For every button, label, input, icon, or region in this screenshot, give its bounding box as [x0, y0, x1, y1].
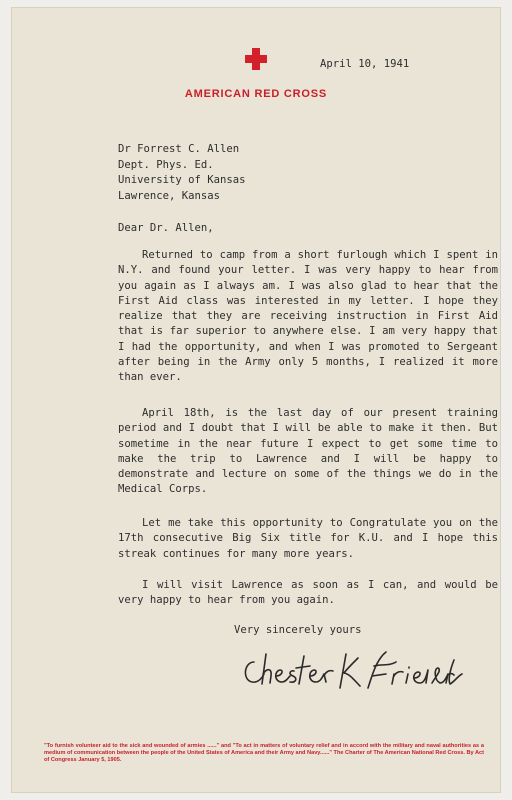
body-paragraph: Let me take this opportunity to Congratulate you on the 17th consecutive Big Six title for K.U. and I hope this streak continues for many more years.: [118, 517, 498, 560]
charter-footer: "To furnish volunteer aid to the sick and wounded of armies ......" and "To act in matters of voluntary relief and in accord with the military and naval authorities as a medium of communication between the people of the United States of America and their Army and Navy......" The Charter of The American National Red Cross. By Act of Congress January 5, 1905.: [44, 743, 484, 764]
red-cross-icon: [245, 48, 267, 70]
address-line: Dr Forrest C. Allen: [118, 143, 240, 155]
body-paragraph: I will visit Lawrence as soon as I can, and would be very happy to hear from you again.: [118, 579, 498, 607]
handwritten-signature: [236, 640, 466, 700]
letter-date: April 10, 1941: [320, 58, 410, 70]
organization-name: AMERICAN RED CROSS: [184, 88, 328, 100]
letter-sheet: [12, 8, 500, 792]
closing: Very sincerely yours: [234, 624, 362, 636]
body-paragraph: Returned to camp from a short furlough which I spent in N.Y. and found your letter. I was very happy to hear from you again as I always am. I was also glad to hear that the First Aid class was interested in my letter. I hope they realize that they are receiving instruction in First Aid that is far superior to anywhere else. I am very happy that I had the opportunity, and when I was promoted to Sergeant after being in the Army only 5 months, I realized it more than ever.: [118, 249, 498, 384]
salutation: Dear Dr. Allen,: [118, 222, 214, 234]
body-paragraph: April 18th, is the last day of our present training period and I doubt that I will be able to make it then. But sometime in the near future I expect to get some time to make the trip to Lawrence and I will be happy to demonstrate and lecture on some of the things we do in the Medical Corps.: [118, 407, 498, 496]
recipient-address: [118, 142, 246, 204]
address-line: Lawrence, Kansas: [118, 189, 221, 202]
address-line: Dept. Phys. Ed.: [118, 158, 214, 171]
address-line: University of Kansas: [118, 174, 246, 186]
